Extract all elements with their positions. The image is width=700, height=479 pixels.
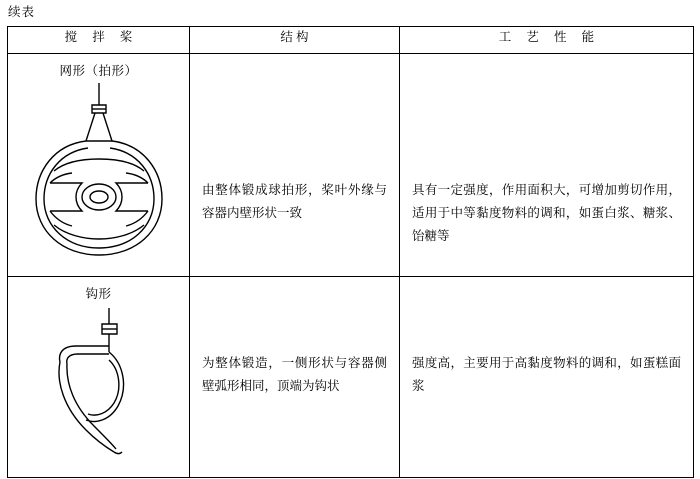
continuation-label: 续表 — [8, 5, 36, 19]
cell-performance-mesh — [400, 54, 694, 277]
performance-text-hook: 强度高，主要用于高黏度物料的调和，如蛋糕面浆 — [412, 356, 681, 393]
table-header-row — [8, 27, 694, 54]
cell-performance-hook — [400, 277, 694, 478]
paddle-name-hook: 钩形 — [85, 287, 112, 301]
table-row — [8, 54, 694, 277]
cell-structure-hook — [190, 277, 400, 478]
header-label-paddle: 搅 拌 桨 — [64, 30, 139, 44]
header-cell-paddle — [8, 27, 190, 54]
structure-text-hook: 为整体锻造，一侧形状与容器侧壁弧形相同，顶端为钩状 — [202, 356, 387, 393]
header-label-performance: 工 艺 性 能 — [498, 30, 601, 44]
hook-paddle-figure — [8, 302, 189, 462]
mesh-paddle-figure — [8, 79, 189, 264]
performance-text-mesh: 具有一定强度，作用面积大，可增加剪切作用，适用于中等黏度物料的调和，如蛋白浆、糖浆、饴糖等 — [412, 183, 681, 243]
mixer-paddle-table — [7, 26, 694, 478]
header-label-structure: 结 构 — [280, 30, 309, 44]
header-cell-performance — [400, 27, 694, 54]
cell-paddle-mesh — [8, 54, 190, 277]
table-row — [8, 277, 694, 478]
structure-text-mesh: 由整体锻成球拍形，桨叶外缘与容器内壁形状一致 — [202, 183, 387, 220]
paddle-name-mesh: 网形（拍形） — [59, 64, 138, 78]
cell-paddle-hook — [8, 277, 190, 478]
cell-structure-mesh — [190, 54, 400, 277]
header-cell-structure — [190, 27, 400, 54]
